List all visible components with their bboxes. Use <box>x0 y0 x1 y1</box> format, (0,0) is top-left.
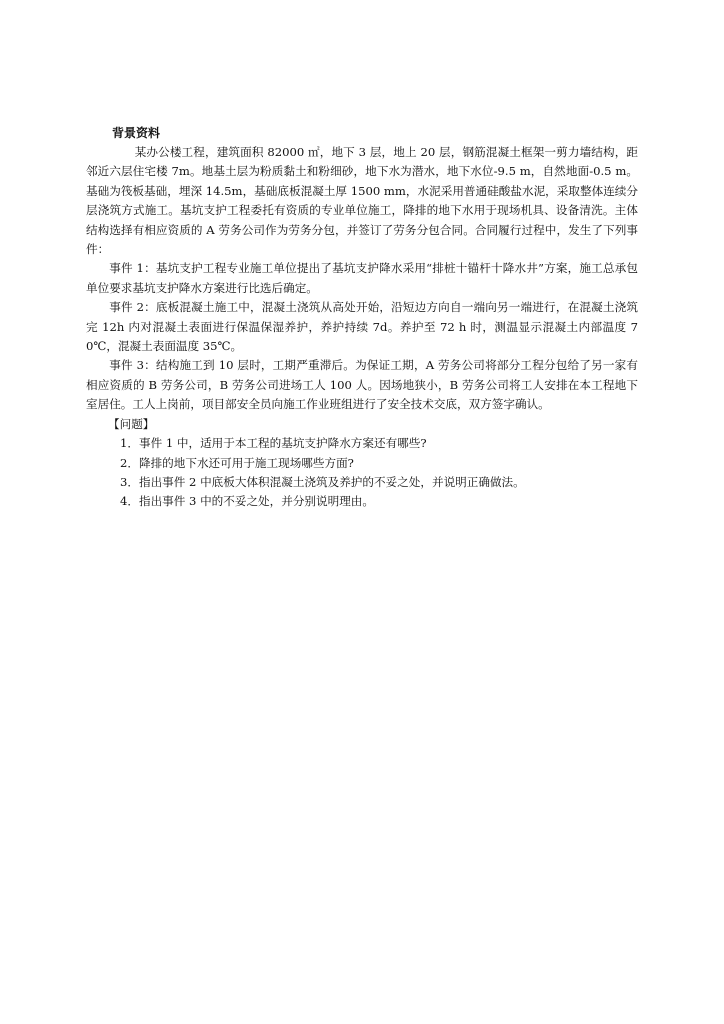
document-body <box>86 124 638 512</box>
questions-title: 【问题】 <box>108 416 155 431</box>
event-3-paragraph: 事件 3：结构施工到 10 层时，工期严重滞后。为保证工期，A 劳务公司将部分工程分包给了另一家有相应资质的 B 劳务公司，B 劳务公司进场工人 100 人。因场地狭小，B 劳务公司将工人安排在本工程地下室居住。工人上岗前，项目部安全员向施工作业班组进行了安全技术交底，双方签字确认。 <box>86 358 638 412</box>
question-item-3: 3．指出事件 2 中底板大体积混凝土浇筑及养护的不妥之处，并说明正确做法。 <box>120 474 525 489</box>
intro-paragraph: 某办公楼工程，建筑面积 82000 ㎡，地下 3 层，地上 20 层，钢筋混凝土框架一剪力墙结构，距邻近六层住宅楼 7m。地基土层为粉质黏土和粉细砂，地下水为潜水，地下水位-9.5 m，自然地面-0.5 m。基础为筏板基础，埋深 14.5m，基础底板混凝土厚 1500 mm，水泥采用普通硅酸盐水泥，采取整体连续分层浇筑方式施工。基坑支护工程委托有资质的专业单位施工，降排的地下水用于现场机具、设备清洗。主体结构选择有相应资质的 A 劳务公司作为劳务分包，并签订了劳务分包合同。合同履行过程中，发生了下列事件： <box>86 145 639 257</box>
section-heading: 背景资料 <box>112 126 161 140</box>
question-item-2: 2．降排的地下水还可用于施工现场哪些方面? <box>120 455 354 470</box>
event-1-paragraph: 事件 1：基坑支护工程专业施工单位提出了基坑支护降水采用“排桩十锚杆十降水井”方案，施工总承包单位要求基坑支护降水方案进行比选后确定。 <box>86 261 638 295</box>
question-item-1: 1．事件 1 中，适用于本工程的基坑支护降水方案还有哪些? <box>120 436 427 451</box>
event-2-paragraph: 事件 2：底板混凝土施工中，混凝土浇筑从高处开始，沿短边方向自一端向另一端进行，在混凝土浇筑完 12h 内对混凝土表面进行保温保湿养护，养护持续 7d。养护至 72 h 时，测温显示混凝土内部温度 70℃，混凝土表面温度 35℃。 <box>86 300 638 354</box>
question-item-4: 4．指出事件 3 中的不妥之处，并分别说明理由。 <box>120 494 374 509</box>
